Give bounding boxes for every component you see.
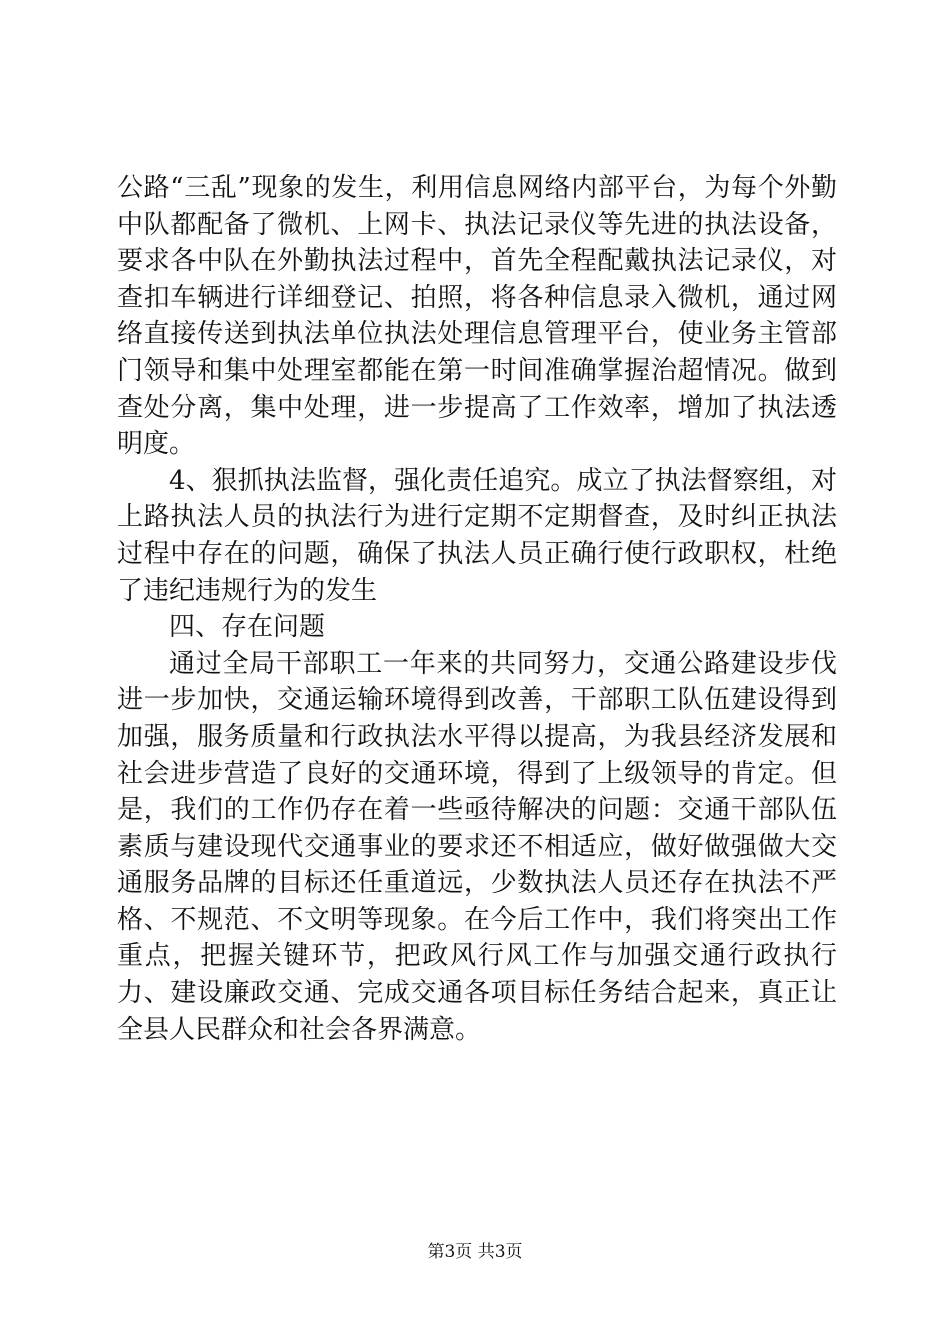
paragraph-continuation: 公路“三乱”现象的发生，利用信息网络内部平台，为每个外勤中队都配备了微机、上网卡、执法记录仪等先进的执法设备，要求各中队在外勤执法过程中，首先全程配戴执法记录仪，对查扣车辆进行详细登记、拍照，将各种信息录入微机，通过网络直接传送到执法单位执法处理信息管理平台，使业务主管部门领导和集中处理室都能在第一时间准确掌握治超情况。做到查处分离，集中处理，进一步提高了工作效率，增加了执法透明度。 — [117, 173, 837, 460]
section-heading-existing-problems: 四、存在问题 — [169, 612, 326, 643]
document-body — [117, 170, 837, 1048]
paragraph-existing-problems: 通过全局干部职工一年来的共同努力，交通公路建设步伐进一步加快，交通运输环境得到改善，干部职工队伍建设得到加强，服务质量和行政执法水平得以提高，为我县经济发展和社会进步营造了良好的交通环境，得到了上级领导的肯定。但是，我们的工作仍存在着一些亟待解决的问题：交通干部队伍素质与建设现代交通事业的要求还不相适应，做好做强做大交通服务品牌的目标还任重道远，少数执法人员还存在执法不严格、不规范、不文明等现象。在今后工作中，我们将突出工作重点，把握关键环节，把政风行风工作与加强交通行政执行力、建设廉政交通、完成交通各项目标任务结合起来，真正让全县人民群众和社会各界满意。 — [117, 648, 837, 1045]
paragraph-enforcement-supervision: 4、狠抓执法监督，强化责任追究。成立了执法督察组，对上路执法人员的执法行为进行定期不定期督查，及时纠正执法过程中存在的问题，确保了执法人员正确行使行政职权，杜绝了违纪违规行为的发生 — [117, 465, 837, 606]
page-footer: 第3页 共3页 — [427, 1242, 523, 1262]
